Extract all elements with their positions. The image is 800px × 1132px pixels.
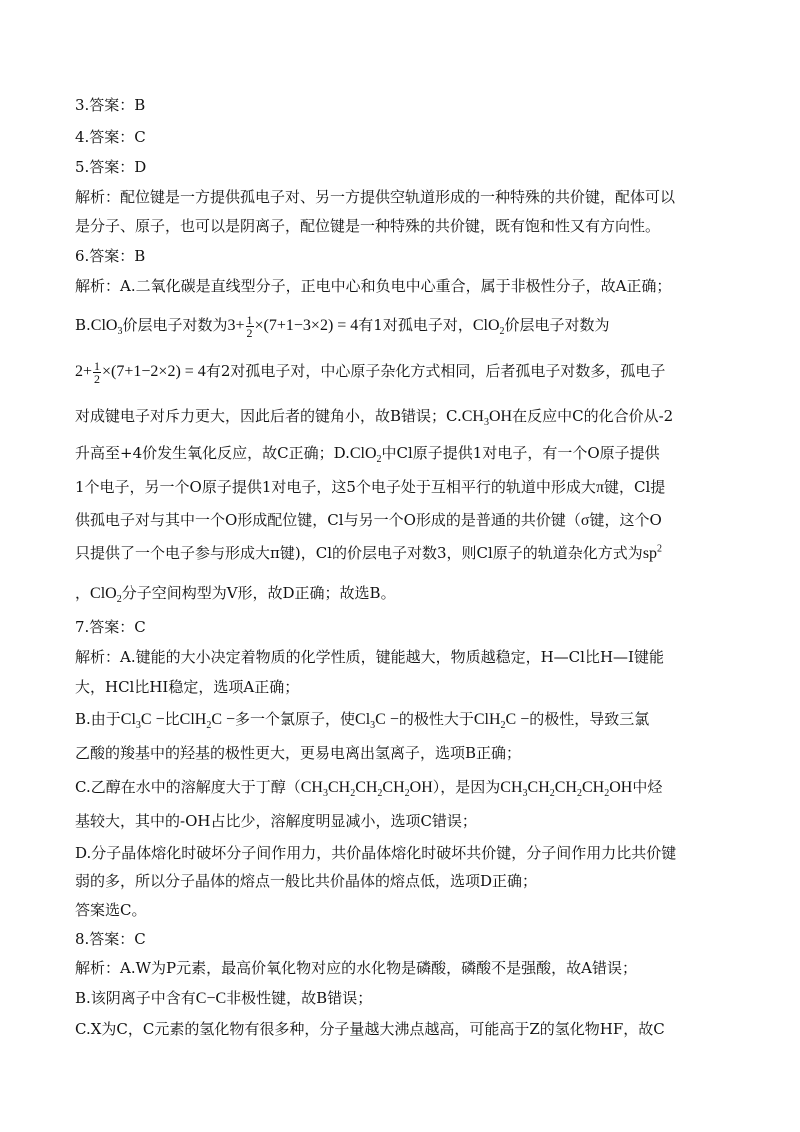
formula-ch3oh: $CH_3OH$: [461, 408, 513, 429]
text-line: 3.答案：B: [75, 96, 146, 114]
formula-clh2c: ClH$_2$C −: [179, 711, 236, 732]
formula-clo3: ClO$_3$: [90, 317, 123, 338]
text-line: 大，HCl比HI稳定，选项A正确；: [75, 678, 300, 696]
text-line: C.乙醇在水中的溶解度大于丁醇$(CH_3CH_2CH_2CH_2OH)$，是因为$CH_3CH_2CH_2CH_2OH$中烃: [75, 778, 663, 800]
text-line: 2+ $\frac{1}{2}$ ×(7+1−2×2) = 4有2对孤电子对，中心原子杂化方式相同，后者孤电子对数多，孤电子: [75, 359, 666, 386]
formula-sp2: $sp^2$: [642, 543, 663, 562]
text-line: 8.答案：C: [75, 930, 146, 948]
formula-clo2: ClO$_2$: [472, 317, 505, 338]
text-line: 解析：配位键是一方提供孤电子对、另一方提供空轨道形成的一种特殊的共价键，配体可以: [75, 188, 676, 206]
text-line: C.X为C，C元素的氢化物有很多种，分子量越大沸点越高，可能高于Z的氢化物HF，故C: [75, 1020, 665, 1038]
formula-expression: 2+ $\frac{1}{2}$ ×(7+1−2×2) = 4: [75, 359, 206, 386]
text-line: 解析：A.键能的大小决定着物质的化学性质，键能越大，物质越稳定，H—Cl比H—I键能: [75, 648, 664, 666]
text-line: D.分子晶体熔化时破坏分子间作用力，共价晶体熔化时破坏共价键，分子间作用力比共价键: [75, 844, 677, 862]
text-line: 供孤电子对与其中一个O形成配位键，Cl与另一个O形成的是普通的共价键（σ键，这个O: [75, 511, 662, 529]
text-line: 乙酸的羧基中的羟基的极性更大，更易电离出氢离子，选项B正确；: [75, 744, 522, 762]
formula-cl3c: $Cl_3C$ −: [355, 711, 399, 732]
formula-cl3c: $Cl_3C$ −: [120, 711, 165, 732]
text-line: 对成键电子对斥力更大，因此后者的键角小，故B错误；$C.CH_3OH$在反应中C的化合价从-2: [75, 407, 674, 429]
formula-clo2: ClO$_2$: [349, 445, 382, 466]
formula-cc-bond: C−C: [195, 990, 227, 1007]
text-line: B.ClO$_3$价层电子对数为3+ $\frac{1}{2}$ ×(7+1−3×2) = 4有1对孤电子对，ClO$_2$价层电子对数为: [75, 313, 610, 340]
text-line: 是分子、原子，也可以是阴离子，配位键是一种特殊的共价键，既有饱和性又有方向性。: [75, 217, 661, 235]
formula-butanol: $CH_3CH_2CH_2CH_2OH$: [300, 779, 433, 800]
text-line: 答案选C。: [75, 901, 147, 919]
text-line: 解析：A.二氧化碳是直线型分子，正电中心和负电中心重合，属于非极性分子，故A正确；: [75, 277, 672, 295]
formula-expression: 3+ $\frac{1}{2}$ ×(7+1−3×2) = 4: [227, 313, 359, 340]
text-line: ，ClO$_2$分子空间构型为V形，故D正确；故选B。: [75, 584, 396, 606]
fraction: $\frac{1}{2}$: [246, 313, 253, 340]
formula-clo2: ClO$_2$: [90, 585, 122, 606]
text-line: B.该阴离子中含有C−C非极性键，故B错误；: [75, 989, 373, 1007]
text-line: 4.答案：C: [75, 128, 146, 146]
text-line: 升高至+4价发生氧化反应，故C正确；D.ClO$_2$中Cl原子提供1对电子，有一个O原子提供: [75, 444, 660, 466]
text-line: 7.答案：C: [75, 618, 146, 636]
formula-clh2c: ClH$_2$C −: [473, 711, 530, 732]
text-line: 5.答案：D: [75, 158, 147, 176]
fraction: $\frac{1}{2}$: [94, 359, 101, 386]
text-line: B.由于$Cl_3C$ −比ClH$_2$C −多一个氯原子，使$Cl_3C$ −的极性大于ClH$_2$C −的极性，导致三氯: [75, 710, 650, 732]
sigma-symbol: σ: [580, 512, 590, 529]
text-line: 6.答案：B: [75, 247, 146, 265]
text-line: 弱的多，所以分子晶体的熔点一般比共价晶体的熔点低，选项D正确；: [75, 872, 538, 890]
text-line: 基较大，其中的-OH占比少，溶解度明显减小，选项C错误；: [75, 812, 477, 830]
text-line: 1个电子，另一个O原子提供1对电子，这5个电子处于互相平行的轨道中形成大π键，Cl提: [75, 478, 666, 496]
formula-butanol: $CH_3CH_2CH_2CH_2OH$: [500, 779, 633, 800]
text-line: 只提供了一个电子参与形成大π键)，Cl的价层电子对数3，则Cl原子的轨道杂化方式为$sp^2$: [75, 543, 663, 562]
text-line: 解析：A.W为P元素，最高价氧化物对应的水化物是磷酸，磷酸不是强酸，故A错误；: [75, 959, 637, 977]
pi-symbol: π: [595, 479, 605, 496]
